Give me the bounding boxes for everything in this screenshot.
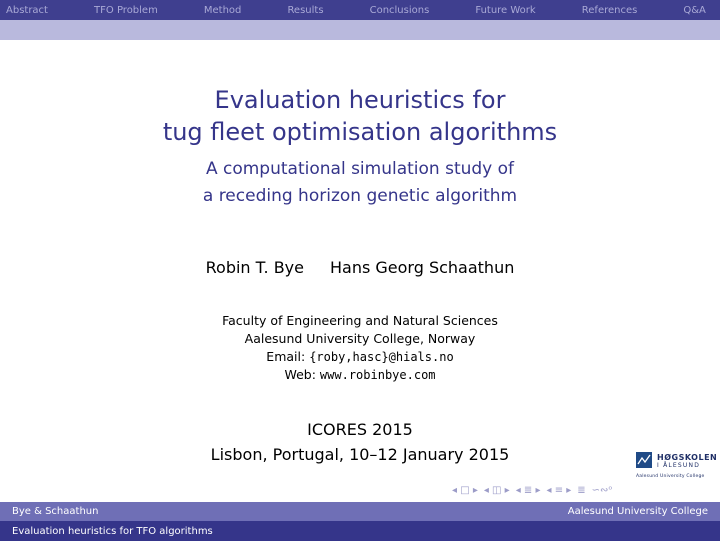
- nav-item-abstract[interactable]: Abstract: [6, 4, 48, 16]
- web-link[interactable]: www.robinbye.com: [319, 368, 436, 382]
- nav-item-conclusions[interactable]: Conclusions: [369, 4, 430, 16]
- menu-icon[interactable]: ≣: [577, 484, 586, 496]
- nav-item-future-work[interactable]: Future Work: [475, 4, 536, 16]
- frame-back-icon[interactable]: ◂ □ ▸: [452, 484, 478, 496]
- college-logo: [636, 452, 716, 484]
- subtitle-line-1: A computational simulation study of: [205, 159, 515, 179]
- author-2: Hans Georg Schaathun: [329, 258, 515, 277]
- nav-item-tfo-problem[interactable]: TFO Problem: [94, 4, 158, 16]
- conference-name: ICORES: [307, 420, 368, 439]
- subsection-nav-icon[interactable]: ◂ ◫ ▸: [483, 484, 510, 496]
- email-label: Email:: [266, 349, 306, 364]
- section-navigation: [0, 0, 720, 20]
- logo-text-line-1: HØGSKOLEN: [657, 453, 718, 462]
- conference-year: 2015: [372, 420, 413, 439]
- conference-location: Lisbon, Portugal, 10–12 January 2015: [210, 445, 510, 464]
- subsection-list-icon[interactable]: ◂ ≡ ▸: [546, 484, 572, 496]
- subtitle-line-2: a receding horizon genetic algorithm: [202, 186, 518, 206]
- title-line-2: tug fleet optimisation algorithms: [162, 118, 558, 146]
- footer-institution: Aalesund University College: [567, 506, 708, 517]
- web-line: [0, 366, 720, 384]
- nav-item-method[interactable]: Method: [203, 4, 242, 16]
- beamer-navigation-controls: [452, 482, 708, 498]
- faculty: Faculty of Engineering and Natural Sciences: [222, 313, 498, 328]
- web-label: Web:: [284, 367, 316, 382]
- logo-text-line-2: I ÅLESUND: [657, 462, 701, 469]
- subsection-bar: [0, 20, 720, 40]
- search-icon[interactable]: ∽∾ᵒ: [591, 484, 613, 496]
- footer-authors: Bye & Schaathun: [12, 506, 99, 517]
- section-nav-icon[interactable]: ◂ ≣ ▸: [515, 484, 541, 496]
- footer-short-title: Evaluation heuristics for TFO algorithms: [12, 525, 213, 537]
- conference-name-line: [0, 418, 720, 442]
- email-address[interactable]: {roby,hasc}@hials.no: [309, 350, 454, 364]
- logo-mark-icon: [636, 452, 652, 468]
- footer-title-bar: [0, 521, 720, 541]
- nav-item-references[interactable]: References: [581, 4, 638, 16]
- email-line: [0, 348, 720, 366]
- footer-bar: [0, 502, 720, 521]
- nav-item-results[interactable]: Results: [287, 4, 324, 16]
- title-line-1: Evaluation heuristics for: [214, 86, 506, 114]
- college: Aalesund University College, Norway: [244, 331, 476, 346]
- nav-item-qa[interactable]: Q&A: [683, 4, 706, 16]
- authors: [0, 258, 720, 277]
- logo-text-line-3: Aalesund University College: [636, 474, 705, 479]
- author-1: Robin T. Bye: [205, 258, 304, 277]
